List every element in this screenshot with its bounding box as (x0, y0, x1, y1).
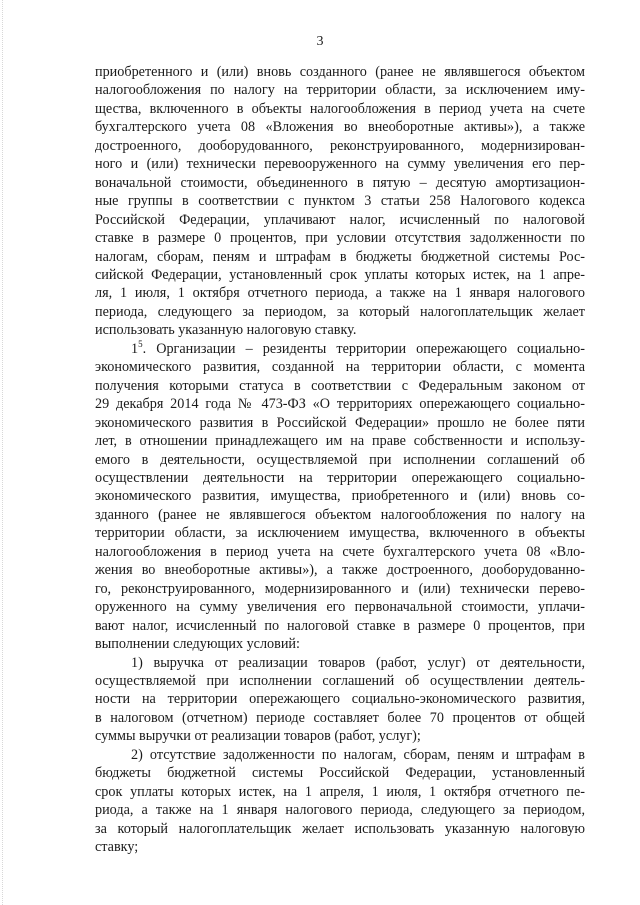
text-line: бюджеты бюджетной системы Российской Федерации, установленный (95, 765, 585, 782)
text-line: налогообложения в период учета на счете бухгалтерского учета 08 «Вло- (95, 543, 585, 560)
text-line: лет, в отношении принадлежащего им на праве собственности и использу- (95, 433, 585, 450)
text-line: экономического развития в Российской Федерации» прошло не более пяти (95, 414, 585, 431)
text-line: оруженного на сумму увеличения его первоначальной стоимости, уплачи- (95, 599, 585, 616)
text-line: территории области, за исключением имущества, включенного в объекты (95, 525, 585, 542)
text-line: зданного (ранее не являвшегося объектом налогообложения по налогу на (95, 506, 585, 523)
text-line: бухгалтерского учета 08 «Вложения во внеоборотные активы»), а также (95, 119, 585, 136)
text-line: ности на территории опережающего социально-экономического развития, (95, 691, 585, 708)
text-line: . Организации – резиденты территории опережающего социально- (142, 340, 585, 357)
paragraph-number-superscript: 5 (138, 338, 143, 349)
text-line: достроенного, дооборудованного, реконструированного, модернизирован- (95, 137, 585, 154)
text-line: 1) выручка от реализации товаров (работ, услуг) от деятельности, (131, 654, 585, 671)
text-line: периода, следующего за периодом, за который налогоплательщик желает (95, 303, 585, 320)
text-line: экономического развития, имущества, приобретенного и (или) вновь со- (95, 488, 585, 505)
text-line: ставку; (95, 839, 139, 856)
text-line: суммы выручки от реализации товаров (работ, услуг); (95, 728, 421, 745)
text-line: емого в деятельности, осуществляемой при исполнении соглашений об (95, 451, 585, 468)
text-line: выполнении следующих условий: (95, 636, 300, 653)
text-line: использовать указанную налоговую ставку. (95, 322, 357, 339)
text-line: приобретенного и (или) вновь созданного (ранее не являвшегося объектом (95, 64, 585, 80)
text-line: ного и (или) технически перевооруженного на сумму увеличения его пер- (95, 156, 585, 173)
text-line: ставке в размере 0 процентов, при условии отсутствия задолженности по (95, 230, 585, 247)
text-line: осуществлении деятельности на территории опережающего социально- (95, 469, 585, 486)
text-line: налогообложения по налогу на территории области, за исключением иму- (95, 82, 585, 99)
document-body (95, 63, 585, 856)
text-line: 2) отсутствие задолженности по налогам, сборам, пеням и штрафам в (131, 746, 585, 763)
text-line: 29 декабря 2014 года № 473-ФЗ «О территориях опережающего социально- (95, 396, 585, 413)
text-line: Российской Федерации, уплачивают налог, исчисленный по налоговой (95, 211, 585, 228)
text-line: ные группы в соответствии с пунктом 3 статьи 258 Налогового кодекса (95, 193, 585, 210)
paragraph-1-5-first-line (95, 340, 585, 358)
text-line: экономического развития, созданной на территории области, с момента (95, 359, 585, 376)
text-line: срок уплаты которых истек, на 1 апреля, 1 июля, 1 октября отчетного пе- (95, 783, 585, 800)
text-line: получения которыми статуса в соответствии с Федеральным законом от (95, 377, 585, 394)
text-line: за который налогоплательщик желает использовать указанную налоговую (95, 820, 585, 837)
text-line: вают налог, исчисленный по налоговой ставке в размере 0 процентов, при (95, 617, 585, 634)
text-line: налогам, сборам, пеням и штрафам в бюджеты бюджетной системы Рос- (95, 248, 585, 265)
text-line: го, реконструированного, модернизированного и (или) технически перево- (95, 580, 585, 597)
text-line: ля, 1 июля, 1 октября отчетного периода, а также на 1 января налогового (95, 285, 585, 302)
text-line: в налоговом (отчетном) периоде составляет более 70 процентов от общей (95, 709, 585, 726)
text-line: воначальной стоимости, объединенного в пятую – десятую амортизацион- (95, 174, 585, 191)
text-line: жения во внеоборотные активы»), а также достроенного, дооборудованно- (95, 562, 585, 579)
paragraph-number: 1 (131, 340, 139, 357)
page-number: 3 (316, 34, 324, 49)
text-line: щества, включенного в объекты налогообложения в период учета на счете (95, 100, 585, 117)
scan-margin-edge (2, 0, 9, 905)
text-line: осуществляемой при исполнении соглашений об осуществлении деятель- (95, 672, 585, 689)
text-line: сийской Федерации, установленный срок уплаты которых истек, на 1 апре- (95, 266, 585, 283)
text-line: риода, а также на 1 января налогового периода, следующего за периодом, (95, 802, 585, 819)
